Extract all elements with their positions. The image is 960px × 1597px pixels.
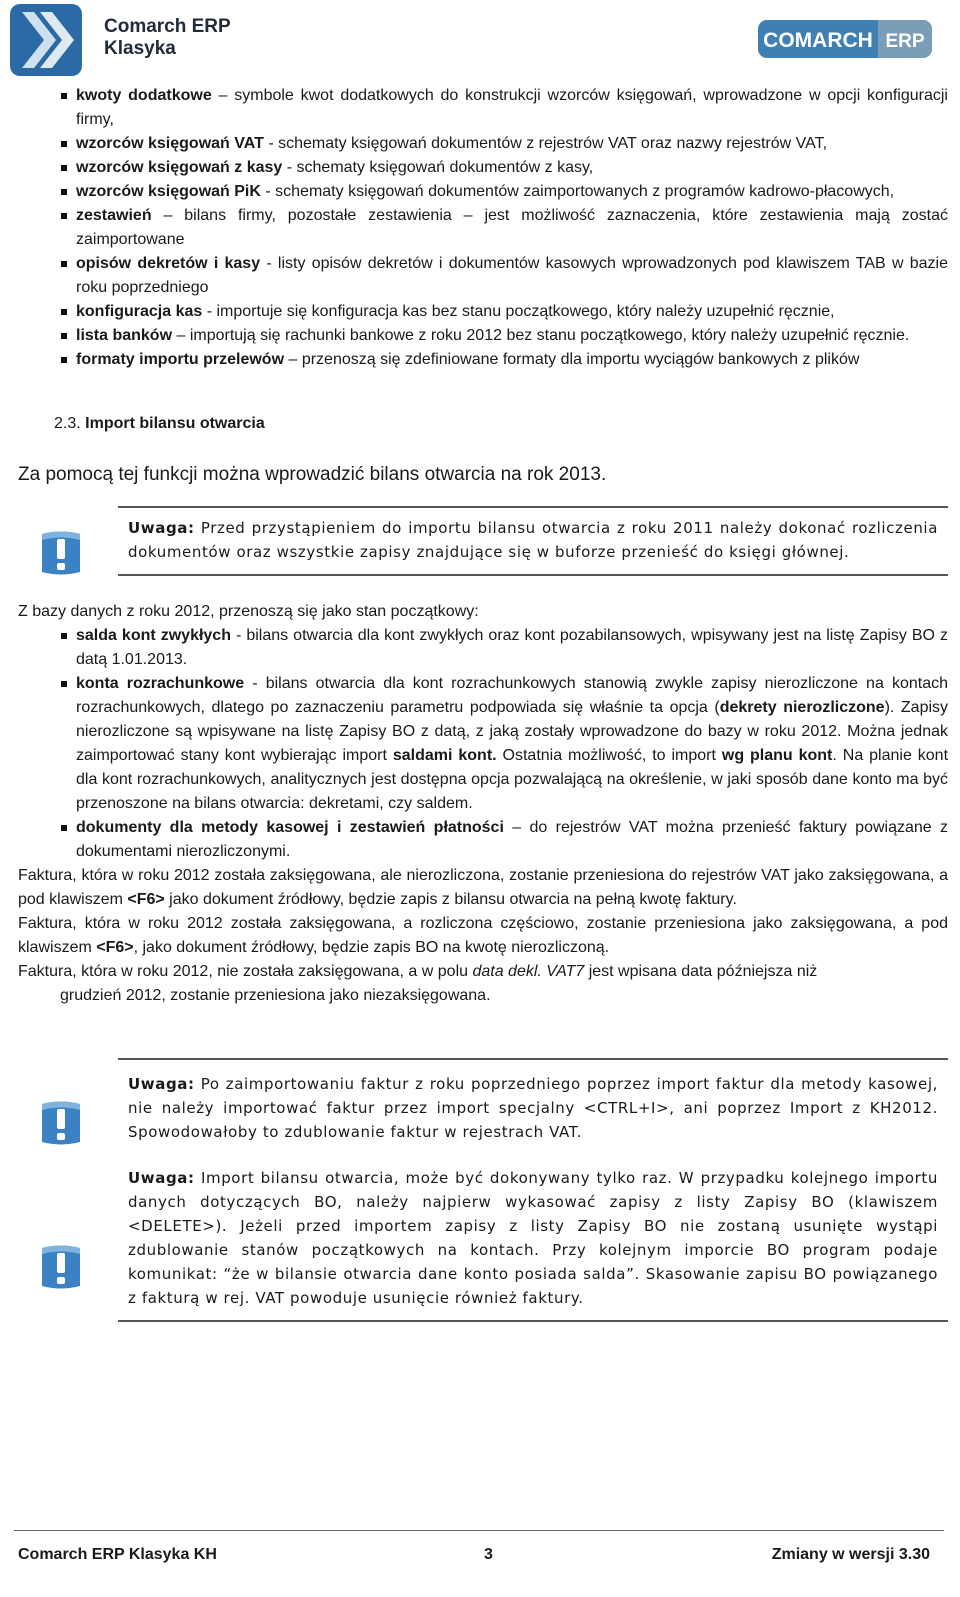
warning-text: Uwaga: Po zaimportowaniu faktur z roku poprzedniego poprzez import faktur dla metody kasowej, nie należy importować faktur przez import specjalny <CTRL+I>, ani poprzez Import z KH2012. Spowodowałoby to zdublowanie faktur w rejestrach VAT. — [128, 1075, 938, 1141]
section-title: Import bilansu otwarcia — [85, 415, 265, 432]
product-name — [104, 16, 231, 60]
list-item: konta rozrachunkowe - bilans otwarcia dla kont rozrachunkowych stanowią zwykle zapisy nierozliczone na kontach rozrachunkowych, dlatego po zaznaczeniu parametru podpowiada się właśnie ta opcja (dekrety nierozliczone). Zapisy nierozliczone są wpisywane na listę Zapisy BO z datą, z jaką zostały wprowadzone do bazy w roku 2012. Można jednak zaimportować stany kont wybierając import saldami kont. Ostatnia możliwość, to import wg planu kont. Na planie kont dla kont rozrachunkowych, analitycznych jest dostępna opcja pozwalającą na określenie, w jaki sposób dane konto ma być przenoszone na bilans otwarcia: dekretami, czy saldem. — [76, 672, 948, 816]
list-item: kwoty dodatkowe – symbole kwot dodatkowych do konstrukcji wzorców księgowań, wprowadzone w opcji konfiguracji firmy, — [76, 84, 948, 132]
warning-note-2 — [18, 1058, 948, 1322]
page-header — [0, 0, 960, 80]
comarch-chevron-logo-icon — [10, 4, 82, 76]
invoice-paragraph-2: Faktura, która w roku 2012 została zaksięgowana, a rozliczona częściowo, zostanie przeniesiona jako zaksięgowana, a pod klawiszem <F6>, jako dokument źródłowy, będzie zapis BO na kwotę nierozliczoną. — [18, 915, 948, 956]
list-item: wzorców księgowań z kasy - schematy księgowań dokumentów z kasy, — [76, 156, 948, 180]
exclamation-warning-icon — [38, 528, 84, 578]
opening-balance-list — [18, 624, 948, 864]
warning-text: Uwaga: Przed przystąpieniem do importu bilansu otwarcia z roku 2011 należy dokonać rozliczenia dokumentów oraz wszystkie zapisy znajdujące się w buforze przenieść do księgi głównej. — [128, 519, 938, 561]
list-item: formaty importu przelewów – przenoszą się zdefiniowane formaty dla importu wyciągów bankowych z plików — [76, 348, 948, 372]
footer-product: Comarch ERP Klasyka KH — [18, 1546, 217, 1563]
intro-paragraph: Z bazy danych z roku 2012, przenoszą się jako stan początkowy: — [18, 603, 479, 620]
list-item: konfiguracja kas - importuje się konfiguracja kas bez stanu początkowego, który należy uzupełnić ręcznie, — [76, 300, 948, 324]
warning-text: Uwaga: Import bilansu otwarcia, może być dokonywany tylko raz. W przypadku kolejnego importu danych dotyczących BO, należy najpierw wykasować zapisy z listy Zapisy BO (klawiszem <DELETE>). Jeżeli przed importem zapisy z listy Zapisy BO nie zostaną usunięte wystąpi zdublowanie stanów początkowych na kontach. Przy kolejnym imporcie BO program podaje komunikat: “że w bilansie otwarcia dane konto posiada salda”. Skasowanie zapisu BO powiązanego z fakturą w rej. VAT powoduje usunięcie również faktury. — [128, 1169, 938, 1307]
list-item: opisów dekretów i kasy - listy opisów dekretów i dokumentów kasowych wprowadzonych pod klawiszem TAB w bazie roku poprzedniego — [76, 252, 948, 300]
exclamation-warning-icon — [38, 1098, 84, 1148]
footer-divider — [14, 1530, 944, 1531]
product-name-line2: Klasyka — [104, 38, 176, 59]
section-heading — [54, 412, 948, 436]
brand-right-text: ERP — [885, 31, 925, 52]
document-body — [18, 84, 948, 1322]
footer-version: Zmiany w wersji 3.30 — [771, 1546, 930, 1563]
warning-note-1 — [18, 506, 948, 576]
warning-note-box — [118, 1058, 948, 1322]
brand-left-text: COMARCH — [763, 29, 873, 52]
list-item: salda kont zwykłych - bilans otwarcia dla kont zwykłych oraz kont pozabilansowych, wpisywany jest na listę Zapisy BO z datą 1.01.2013. — [76, 624, 948, 672]
section-number: 2.3. — [54, 415, 81, 432]
import-options-list — [18, 84, 948, 372]
list-item: lista banków – importują się rachunki bankowe z roku 2012 bez stanu początkowego, który należy uzupełnić ręcznie. — [76, 324, 948, 348]
product-name-line1: Comarch ERP — [104, 16, 231, 37]
page-footer — [18, 1542, 930, 1568]
warning-note-box — [118, 506, 948, 576]
list-item: wzorców księgowań PiK - schematy księgowań dokumentów zaimportowanych z programów kadrowo-płacowych, — [76, 180, 948, 204]
list-item: dokumenty dla metody kasowej i zestawień płatności – do rejestrów VAT można przenieść faktury powiązane z dokumentami nierozliczonymi. — [76, 816, 948, 864]
list-item: wzorców księgowań VAT - schematy księgowań dokumentów z rejestrów VAT oraz nazwy rejestrów VAT, — [76, 132, 948, 156]
invoice-paragraph-1: Faktura, która w roku 2012 została zaksięgowana, ale nierozliczona, zostanie przeniesiona do rejestrów VAT jako zaksięgowana, a pod klawiszem <F6> jako dokument źródłowy, będzie zapis z bilansu otwarcia na pełną kwotę faktury. — [18, 867, 948, 908]
list-item: zestawień – bilans firmy, pozostałe zestawienia – jest możliwość zaznaczenia, które zestawienia mają zostać zaimportowane — [76, 204, 948, 252]
invoice-paragraph-3: Faktura, która w roku 2012, nie została zaksięgowana, a w polu data dekl. VAT7 jest wpisana data późniejsza niż grudzień 2012, zostanie przeniesiona jako niezaksięgowana. — [18, 963, 818, 1004]
comarch-erp-badge — [758, 20, 932, 58]
lead-paragraph: Za pomocą tej funkcji można wprowadzić bilans otwarcia na rok 2013. — [18, 464, 607, 485]
exclamation-warning-icon — [38, 1242, 84, 1292]
page-number: 3 — [484, 1546, 493, 1563]
